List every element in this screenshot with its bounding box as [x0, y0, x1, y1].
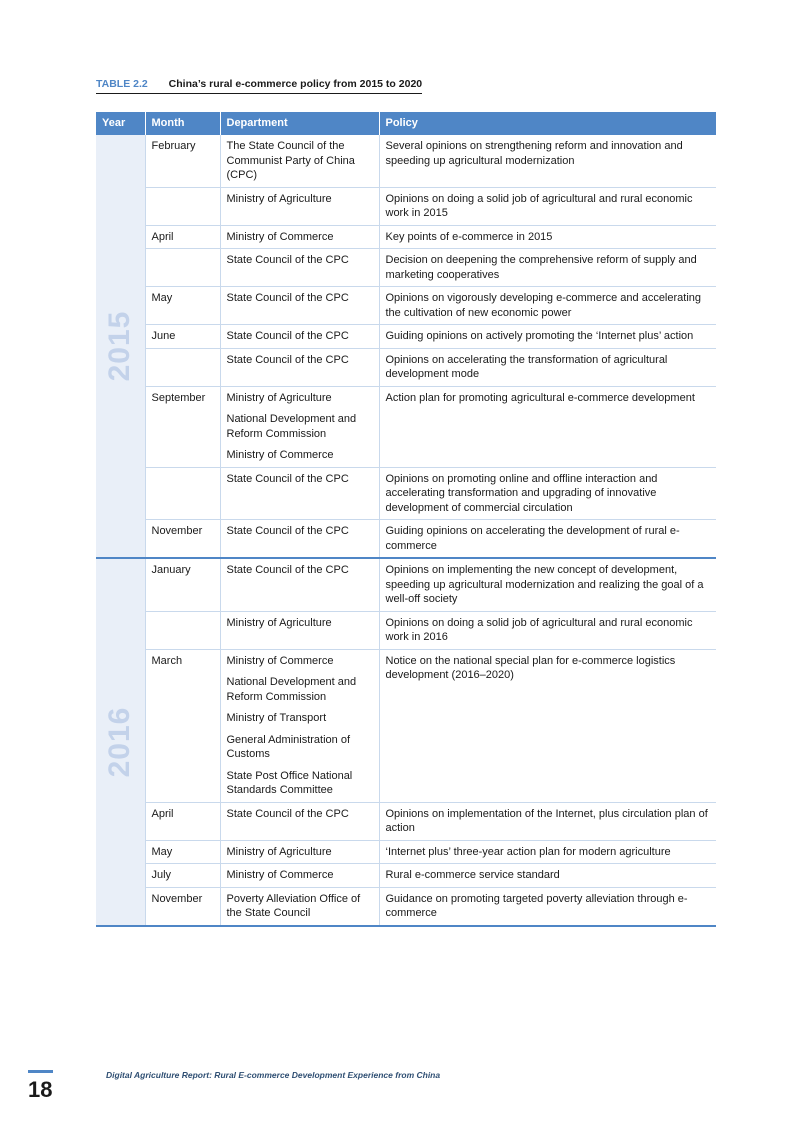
table-row: [96, 325, 716, 349]
department-cell: [220, 348, 379, 386]
table-header-row: [96, 112, 716, 135]
department-name: Ministry of Agriculture: [226, 391, 332, 404]
table-row: [96, 287, 716, 325]
table-number: TABLE 2.2: [96, 78, 148, 90]
month-cell: November: [145, 520, 220, 559]
month-cell: November: [145, 887, 220, 926]
month-cell: September: [145, 386, 220, 467]
department-cell: [220, 225, 379, 249]
footer-accent-bar: [28, 1070, 53, 1073]
month-cell: January: [145, 558, 220, 611]
department-cell: [220, 287, 379, 325]
table-row: [96, 558, 716, 611]
department-cell: [220, 249, 379, 287]
department-name: State Council of the CPC: [226, 292, 349, 304]
policy-cell: Guidance on promoting targeted poverty alleviation through e-commerce: [379, 887, 716, 926]
year-label: 2016: [103, 706, 136, 778]
policy-cell: Guiding opinions on actively promoting the ‘Internet plus’ action: [379, 325, 716, 349]
policy-cell: Opinions on doing a solid job of agricultural and rural economic work in 2015: [379, 187, 716, 225]
table-row: [96, 348, 716, 386]
header-department: Department: [220, 112, 379, 135]
department-cell: [220, 649, 379, 802]
header-month: Month: [145, 112, 220, 135]
policy-cell: Opinions on vigorously developing e-commerce and accelerating the cultivation of new economic power: [379, 287, 716, 325]
department-name: Ministry of Agriculture: [226, 616, 332, 629]
table-title: China’s rural e-commerce policy from 2015 to 2020: [168, 78, 423, 90]
department-name: State Council of the CPC: [226, 564, 349, 576]
policy-cell: Opinions on implementation of the Internet, plus circulation plan of action: [379, 802, 716, 840]
policy-table: [96, 112, 716, 927]
department-name: State Council of the CPC: [226, 353, 349, 366]
table-row: [96, 467, 716, 520]
department-name: Ministry of Agriculture: [226, 192, 332, 205]
table-row: [96, 887, 716, 926]
policy-cell: Action plan for promoting agricultural e-commerce development: [379, 386, 716, 467]
policy-cell: Key points of e-commerce in 2015: [379, 225, 716, 249]
month-cell: June: [145, 325, 220, 349]
policy-cell: Rural e-commerce service standard: [379, 864, 716, 888]
department-name: Ministry of Commerce: [226, 449, 334, 461]
month-cell: April: [145, 802, 220, 840]
policy-cell: Opinions on implementing the new concept of development, speeding up agricultural modernization and realizing the goal of a well-off society: [379, 558, 716, 611]
department-name: National Development and Reform Commission: [226, 676, 357, 703]
table-row: [96, 611, 716, 649]
header-year: Year: [96, 112, 145, 135]
department-cell: [220, 611, 379, 649]
month-cell: [145, 249, 220, 287]
policy-cell: Notice on the national special plan for e-commerce logistics development (2016–2020): [379, 649, 716, 802]
department-name: Ministry of Commerce: [226, 230, 334, 243]
department-cell: [220, 386, 379, 467]
month-cell: March: [145, 649, 220, 802]
table-row: [96, 225, 716, 249]
policy-cell: Decision on deepening the comprehensive reform of supply and marketing cooperatives: [379, 249, 716, 287]
month-cell: [145, 187, 220, 225]
page-number: 18: [28, 1077, 53, 1102]
table-row: [96, 187, 716, 225]
department-name: State Council of the CPC: [226, 525, 349, 537]
table-row: [96, 520, 716, 559]
month-cell: May: [145, 287, 220, 325]
department-name: Ministry of Commerce: [226, 654, 334, 667]
department-cell: [220, 520, 379, 559]
header-policy: Policy: [379, 112, 716, 135]
policy-cell: Opinions on accelerating the transformation of agricultural development mode: [379, 348, 716, 386]
department-cell: [220, 558, 379, 611]
department-name: State Council of the CPC: [226, 472, 349, 485]
table-caption: [96, 78, 422, 94]
department-name: National Development and Reform Commission: [226, 413, 357, 440]
department-name: State Post Office National Standards Committee: [226, 769, 353, 796]
department-name: Ministry of Commerce: [226, 869, 334, 881]
month-cell: April: [145, 225, 220, 249]
policy-cell: Several opinions on strengthening reform and innovation and speeding up agricultural modernization: [379, 135, 716, 187]
department-name: State Council of the CPC: [226, 330, 349, 342]
department-cell: [220, 135, 379, 187]
department-name: The State Council of the Communist Party of China (CPC): [226, 140, 355, 181]
department-cell: [220, 840, 379, 864]
department-name: Ministry of Transport: [226, 712, 327, 724]
department-cell: [220, 325, 379, 349]
table-row: [96, 649, 716, 802]
table-body: [96, 135, 716, 926]
department-name: State Council of the CPC: [226, 254, 349, 266]
department-cell: [220, 802, 379, 840]
month-cell: February: [145, 135, 220, 187]
table-row: [96, 802, 716, 840]
table-row: [96, 864, 716, 888]
policy-cell: Opinions on promoting online and offline interaction and accelerating transformation and upgrading of innovative development of commercial circulation: [379, 467, 716, 520]
policy-cell: ‘Internet plus’ three-year action plan for modern agriculture: [379, 840, 716, 864]
year-label: 2015: [103, 310, 136, 382]
department-cell: [220, 864, 379, 888]
department-cell: [220, 467, 379, 520]
department-cell: [220, 887, 379, 926]
year-cell: [96, 135, 145, 558]
month-cell: July: [145, 864, 220, 888]
year-cell: [96, 558, 145, 926]
month-cell: [145, 611, 220, 649]
policy-cell: Guiding opinions on accelerating the development of rural e-commerce: [379, 520, 716, 559]
department-name: Poverty Alleviation Office of the State Council: [226, 892, 361, 919]
department-name: State Council of the CPC: [226, 807, 349, 820]
table-row: [96, 249, 716, 287]
table-row: [96, 135, 716, 187]
month-cell: [145, 348, 220, 386]
department-name: General Administration of Customs: [226, 733, 351, 760]
month-cell: May: [145, 840, 220, 864]
department-cell: [220, 187, 379, 225]
policy-cell: Opinions on doing a solid job of agricultural and rural economic work in 2016: [379, 611, 716, 649]
month-cell: [145, 467, 220, 520]
footer-report-title: Digital Agriculture Report: Rural E-commerce Development Experience from China: [106, 1070, 441, 1080]
table-row: [96, 840, 716, 864]
department-name: Ministry of Agriculture: [226, 845, 332, 858]
table-row: [96, 386, 716, 467]
